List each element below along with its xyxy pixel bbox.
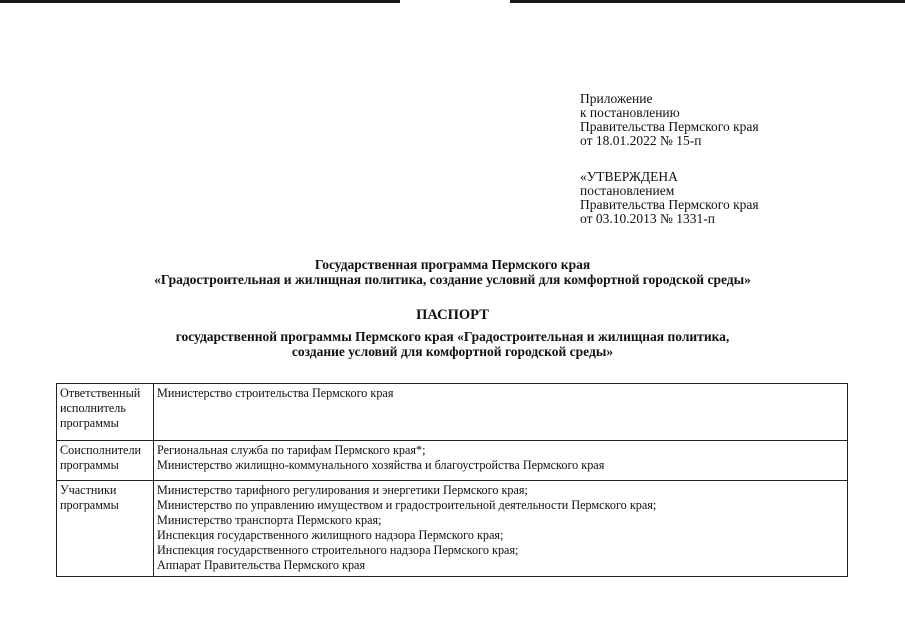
approved-line: Правительства Пермского края [580,197,759,212]
row-label [57,481,154,577]
passport-title: ПАСПОРТ [416,307,489,323]
row-value-line: Аппарат Правительства Пермского края [157,558,366,572]
row-value-line: Министерство по управлению имуществом и градостроительной деятельности Пермского края; [157,498,657,512]
row-value-line: Региональная служба по тарифам Пермского края*; [157,443,426,457]
row-label-line: Соисполнители [60,443,142,457]
row-label-line: программы [60,416,119,430]
row-value-line: Инспекция государственного строительного надзора Пермского края; [157,543,519,557]
program-title-line1: Государственная программа Пермского края [314,257,591,272]
row-label-line: исполнитель [60,401,126,415]
appendix-line: Правительства Пермского края [580,119,759,134]
approved-line: постановлением [580,183,675,198]
table-row [57,481,848,577]
row-label [57,384,154,441]
approved-block [580,170,880,226]
row-value-line: Министерство тарифного регулирования и энергетики Пермского края; [157,483,528,497]
approved-line: от 03.10.2013 № 1331-п [580,211,715,226]
row-value [154,384,848,441]
appendix-line: к постановлению [580,105,680,120]
appendix-block [580,92,880,148]
row-value-line: Министерство транспорта Пермского края; [157,513,382,527]
row-label-line: программы [60,458,119,472]
appendix-line: от 18.01.2022 № 15-п [580,133,702,148]
row-value-line: Министерство жилищно-коммунального хозяйства и благоустройства Пермского края [157,458,605,472]
passport-table [56,383,848,577]
approved-line: «УТВЕРЖДЕНА [580,169,678,184]
table-row [57,384,848,441]
row-value [154,441,848,481]
passport-subtitle-line2: создание условий для комфортной городской среды» [291,344,614,359]
table-row [57,441,848,481]
row-value-line: Инспекция государственного жилищного надзора Пермского края; [157,528,504,542]
row-value [154,481,848,577]
appendix-line: Приложение [580,91,653,106]
row-value-line: Министерство строительства Пермского края [157,386,394,400]
passport-subtitle-line1: государственной программы Пермского края «Градостроительная и жилищная политика, [175,329,730,344]
scan-top-notch [400,0,510,3]
row-label-line: Участники [60,483,117,497]
row-label-line: программы [60,498,119,512]
row-label [57,441,154,481]
program-title-line2: «Градостроительная и жилищная политика, создание условий для комфортной городской среды» [154,272,751,287]
row-label-line: Ответственный [60,386,141,400]
